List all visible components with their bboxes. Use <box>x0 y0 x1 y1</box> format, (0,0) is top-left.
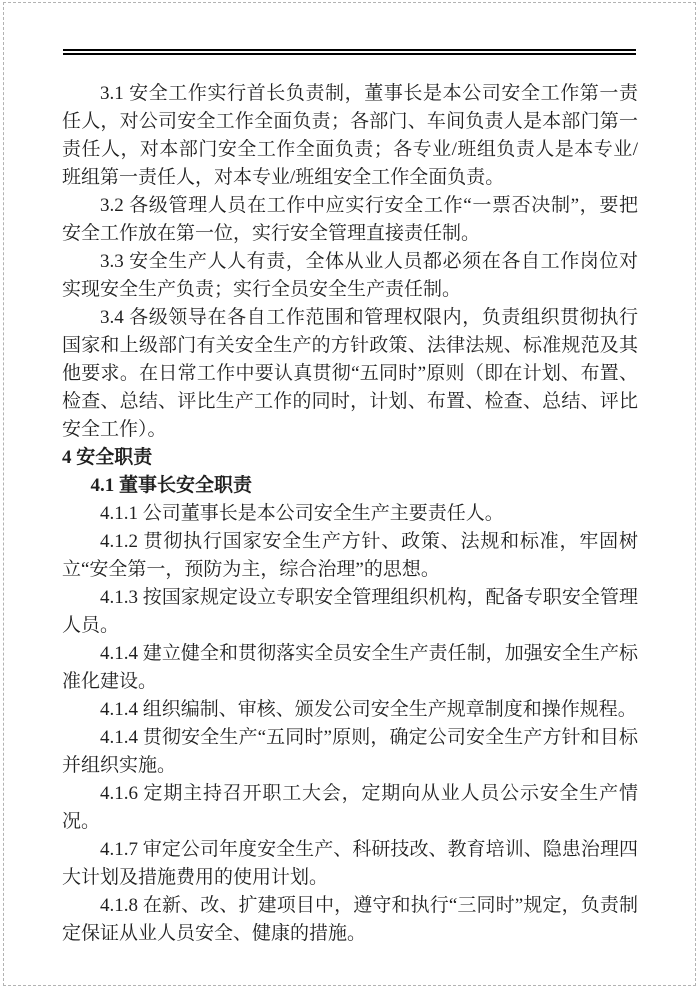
paragraph-4-1-4b: 4.1.4 组织编制、审核、颁发公司安全生产规章制度和操作规程。 <box>100 699 637 720</box>
paragraph-3-2: 3.2 各级管理人员在工作中应实行安全工作“一票否决制”，要把安全工作放在第一位，实行安全管理直接责任制。 <box>62 195 638 244</box>
paragraph-3-1: 3.1 安全工作实行首长负责制，董事长是本公司安全工作第一责任人，对公司安全工作全面负责；各部门、车间负责人是本部门第一责任人，对本部门安全工作全面负责；各专业/班组负责人是本专业/班组第一责任人，对本专业/班组安全工作全面负责。 <box>62 83 638 188</box>
paragraph-4-1-1: 4.1.1 公司董事长是本公司安全生产主要责任人。 <box>100 503 504 524</box>
paragraph-4-1-8: 4.1.8 在新、改、扩建项目中，遵守和执行“三同时”规定，负责制定保证从业人员安全、健康的措施。 <box>62 895 638 944</box>
paragraph-4-1-3: 4.1.3 按国家规定设立专职安全管理组织机构，配备专职安全管理人员。 <box>62 587 638 636</box>
header-double-rule <box>63 49 636 55</box>
paragraph-3-3: 3.3 安全生产人人有责，全体从业人员都必须在各自工作岗位对实现安全生产负责；实行全员安全生产责任制。 <box>62 251 638 300</box>
paragraph-4-1-2: 4.1.2 贯彻执行国家安全生产方针、政策、法规和标准，牢固树立“安全第一，预防为主，综合治理”的思想。 <box>62 531 638 580</box>
paragraph-4-1-4c: 4.1.4 贯彻安全生产“五同时”原则，确定公司安全生产方针和目标并组织实施。 <box>62 727 638 776</box>
heading-section-4-1: 4.1 董事长安全职责 <box>90 475 253 496</box>
paragraph-4-1-7: 4.1.7 审定公司年度安全生产、科研技改、教育培训、隐患治理四大计划及措施费用的使用计划。 <box>62 839 638 888</box>
paragraph-3-4: 3.4 各级领导在各自工作范围和管理权限内，负责组织贯彻执行国家和上级部门有关安全生产的方针政策、法律法规、标准规范及其他要求。在日常工作中要认真贯彻“五同时”原则（即在计划、布置、检查、总结、评比生产工作的同时，计划、布置、检查、总结、评比安全工作）。 <box>62 307 638 440</box>
paragraph-4-1-4a: 4.1.4 建立健全和贯彻落实全员安全生产责任制，加强安全生产标准化建设。 <box>62 643 638 692</box>
document-content <box>62 80 638 948</box>
heading-section-4: 4 安全职责 <box>62 447 153 468</box>
paragraph-4-1-6: 4.1.6 定期主持召开职工大会，定期向从业人员公示安全生产情况。 <box>62 783 638 832</box>
